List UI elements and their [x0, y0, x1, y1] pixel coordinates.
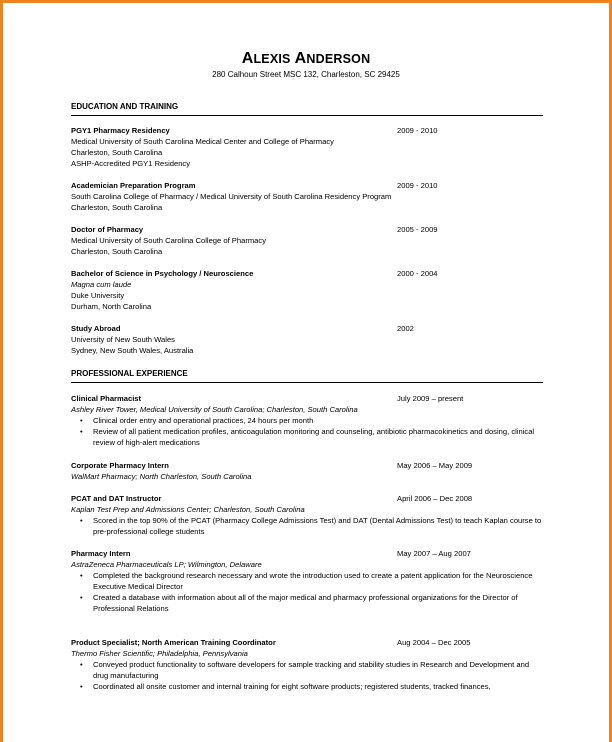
- entry-title: PCAT and DAT Instructor: [71, 494, 162, 503]
- entry-org: WalMart Pharmacy; North Charleston, South Carolina: [71, 472, 252, 481]
- entry-date: 2002: [397, 324, 414, 333]
- section-divider: [71, 115, 543, 116]
- entry-line: Sydney, New South Wales, Australia: [71, 346, 194, 355]
- entry-title: Academician Preparation Program: [71, 181, 196, 190]
- entry-date: 2009 - 2010: [397, 181, 438, 190]
- education-entry: [71, 323, 543, 356]
- education-entry: [71, 224, 543, 257]
- entry-line: Medical University of South Carolina Medical Center and College of Pharmacy: [71, 137, 334, 146]
- entry-title: Pharmacy Intern: [71, 549, 131, 558]
- list-item: • Completed the background research necessary and wrote the introduction used to create a patent application for the Neuroscience Executive Medical Director: [93, 570, 543, 592]
- entry-bullets: [71, 515, 543, 537]
- entry-line: Durham, North Carolina: [71, 302, 152, 311]
- resume-address: 280 Calhoun Street MSC 132, Charleston, SC 29425: [212, 70, 400, 79]
- entry-title: PGY1 Pharmacy Residency: [71, 126, 170, 135]
- resume-name: ALEXIS ANDERSON: [241, 50, 371, 67]
- education-entry: [71, 125, 543, 169]
- entry-date: Aug 2004 – Dec 2005: [397, 638, 471, 647]
- entry-title: Clinical Pharmacist: [71, 394, 142, 403]
- entry-org: Kaplan Test Prep and Admissions Center; Charleston, South Carolina: [71, 505, 305, 514]
- entry-line: Duke University: [71, 291, 125, 300]
- resume-page: [3, 3, 609, 742]
- education-entry: [71, 268, 543, 312]
- entry-bullets: [71, 659, 543, 692]
- list-item: • Review of all patient medication profiles, anticoagulation monitoring and counseling, antibiotic pharmacokinetics and dosing, clinical review of high-alert medications: [93, 426, 543, 448]
- experience-entry: [71, 393, 543, 448]
- entry-date: July 2009 – present: [397, 394, 464, 403]
- entry-title: Study Abroad: [71, 324, 121, 333]
- experience-entry: [71, 548, 543, 614]
- experience-entry: [71, 493, 543, 537]
- education-entry: [71, 180, 543, 213]
- entry-line: Medical University of South Carolina College of Pharmacy: [71, 236, 266, 245]
- entry-line: ASHP-Accredited PGY1 Residency: [71, 159, 191, 168]
- entry-bullets: [71, 570, 543, 614]
- entry-date: May 2006 – May 2009: [397, 461, 473, 470]
- entry-line: University of New South Wales: [71, 335, 175, 344]
- experience-entry: [71, 637, 543, 692]
- entry-title: Doctor of Pharmacy: [71, 225, 144, 234]
- list-item: • Scored in the top 90% of the PCAT (Pharmacy College Admissions Test) and DAT (Dental Admissions Test) to teach Kaplan course to pre-professional college students: [93, 515, 543, 537]
- entry-date: 2005 - 2009: [397, 225, 438, 234]
- entry-date: 2000 - 2004: [397, 269, 438, 278]
- entry-title: Product Specialist; North American Training Coordinator: [71, 638, 276, 647]
- entry-title: Bachelor of Science in Psychology / Neuroscience: [71, 269, 254, 278]
- entry-org: AstraZeneca Pharmaceuticals LP; Wilmington, Delaware: [71, 560, 262, 569]
- list-item: • Clinical order entry and operational practices, 24 hours per month: [93, 415, 543, 426]
- entry-date: April 2006 – Dec 2008: [397, 494, 473, 503]
- list-item: • Conveyed product functionality to software developers for sample tracking and stability studies in Research and Development and drug manufacturing: [93, 659, 543, 681]
- entry-line: South Carolina College of Pharmacy / Medical University of South Carolina Residency Program: [71, 192, 392, 201]
- list-item: • Coordinated all onsite customer and internal training for eight software products; registered students, tracked finances,: [93, 681, 543, 692]
- list-item: • Created a database with information about all of the major medical and pharmacy professional organizations for the Director of Professional Relations: [93, 592, 543, 614]
- entry-org: Thermo Fisher Scientific; Philadelphia, Pennsylvania: [71, 649, 248, 658]
- entry-line: Charleston, South Carolina: [71, 203, 163, 212]
- entry-date: May 2007 – Aug 2007: [397, 549, 471, 558]
- entry-bullets: [71, 415, 543, 448]
- entry-date: 2009 - 2010: [397, 126, 438, 135]
- entry-title: Corporate Pharmacy Intern: [71, 461, 169, 470]
- experience-heading: PROFESSIONAL EXPERIENCE: [71, 369, 188, 378]
- entry-line: Charleston, South Carolina: [71, 247, 163, 256]
- entry-honor: Magna cum laude: [71, 280, 132, 289]
- section-divider: [71, 382, 543, 383]
- entry-line: Charleston, South Carolina: [71, 148, 163, 157]
- education-heading: EDUCATION AND TRAINING: [71, 102, 179, 111]
- entry-org: Ashley River Tower, Medical University of South Carolina; Charleston, South Carolina: [71, 405, 358, 414]
- experience-entry: [71, 460, 543, 482]
